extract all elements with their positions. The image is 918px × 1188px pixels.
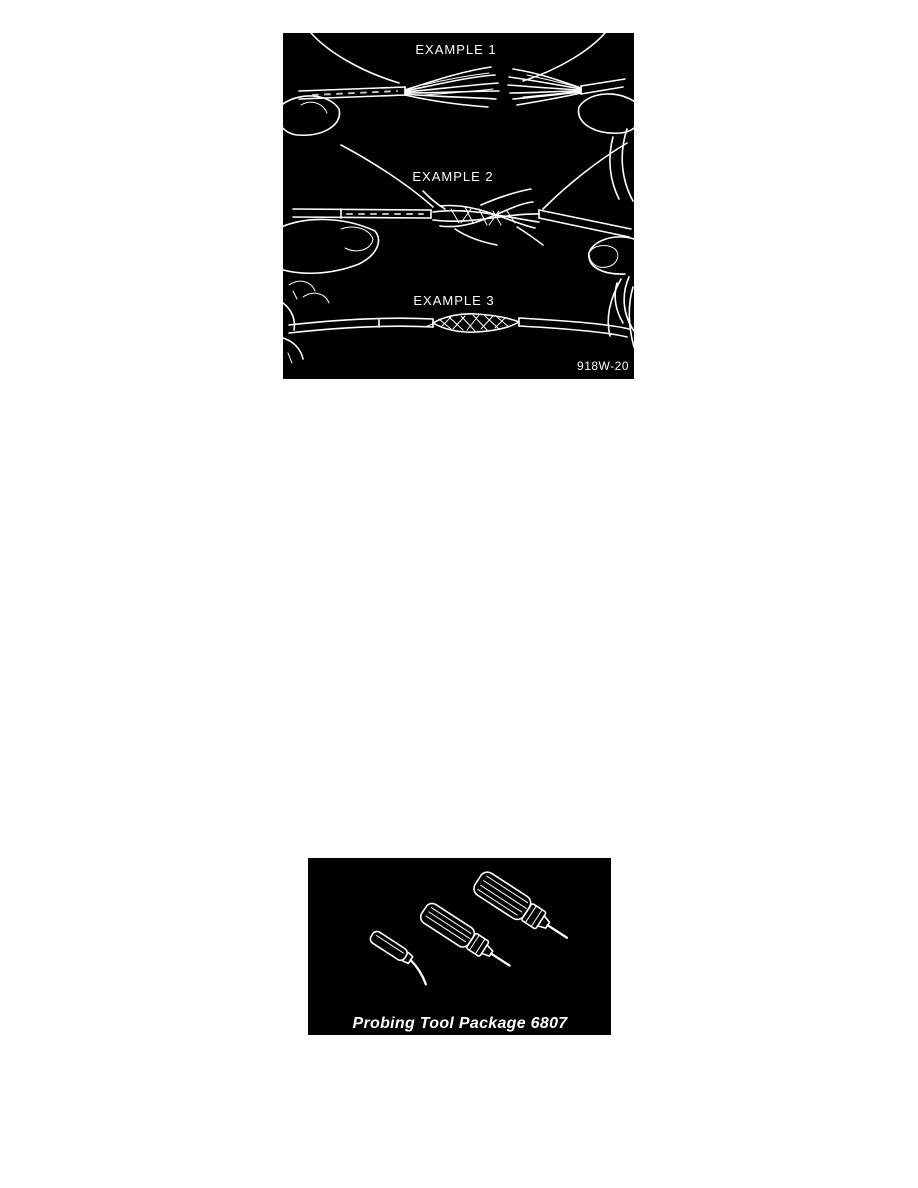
wire-splice-figure — [283, 33, 634, 379]
small-probe-tool — [365, 930, 435, 985]
example-1-label: EXAMPLE 1 — [415, 42, 497, 57]
example-1-right-wire — [508, 69, 625, 105]
example-1-right-hand-illustration — [523, 33, 634, 201]
example-1-left-wire — [299, 67, 499, 107]
figure-code-label: 918W-20 — [577, 359, 629, 373]
probing-tools-illustration — [308, 858, 611, 1035]
example-2-left-wire — [293, 209, 431, 218]
probing-tools-caption: Probing Tool Package 6807 — [352, 1015, 568, 1032]
example-3-right-hand-illustration — [608, 279, 634, 347]
example-3-label: EXAMPLE 3 — [413, 293, 495, 308]
example-3-twisted-splice — [425, 314, 519, 332]
example-3-right-wire — [519, 318, 629, 337]
example-3-left-wire — [289, 318, 433, 333]
example-1-left-hand-illustration — [283, 33, 399, 135]
example-2-splice-strands — [423, 189, 543, 245]
example-2-right-hand-illustration — [543, 143, 634, 331]
example-3-group — [283, 279, 634, 363]
example-2-left-hand-illustration — [283, 145, 433, 303]
wire-splice-illustration — [283, 33, 634, 379]
large-probe-tool — [471, 869, 574, 949]
example-2-label: EXAMPLE 2 — [412, 169, 494, 184]
medium-probe-tool — [418, 901, 516, 975]
example-2-right-wire — [539, 210, 631, 237]
probing-tool-figure — [308, 858, 611, 1035]
